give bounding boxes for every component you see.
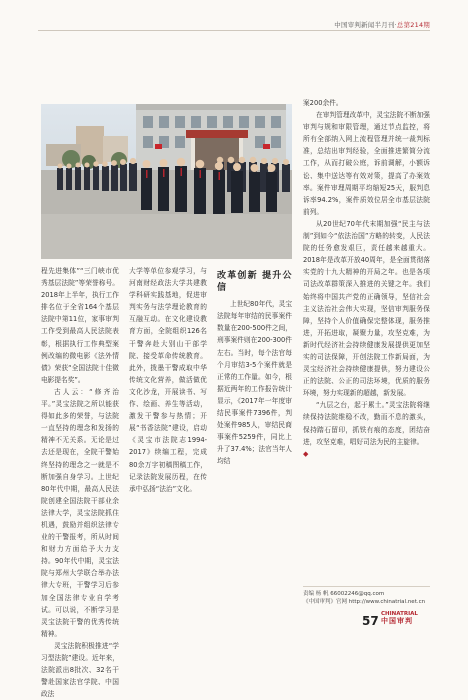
journal-logo xyxy=(381,611,418,625)
text-column-2 xyxy=(129,265,207,495)
editor-line: 责编 杨 帆 66002246@qq.com xyxy=(303,591,385,597)
end-mark-icon: ◆ xyxy=(303,449,309,458)
website-line: 《中国审判》官网 http://www.chinatrial.net.cn xyxy=(303,599,426,605)
text-column-4 xyxy=(303,97,430,460)
paragraph: 在审判管理改革中，灵宝法院不断加强审判与规和审限管理，通过节点监控，将所有全部纳入网上流程管理并统一裁判标准，总结出审判经验，全面推进繁简分流工作，从而打破公庭，诉前调解，小额诉讼、集中送达等有效对策，提高了办案效率。案件审理周期平均缩短25天，服判息诉率94.2%，案件质效位居全市基层法院前列。 xyxy=(303,111,430,216)
paragraph: 灵宝法院积极推进“学习型法院”建设。近年来，法院派出8批次、32名干警赴国家法官学院、中国政法 xyxy=(41,641,119,699)
page-number: 57 xyxy=(362,614,379,628)
paragraph: “九层之台，起于累土。”灵宝法院将继续保持法院维稳不改，勤而不息的激头，保持踏石留印，抓铁有痕的态度，团结奋进，攻坚克难，唱好司法为民的主旋律。 xyxy=(303,401,430,446)
text-column-3 xyxy=(217,265,292,468)
running-header: 中国审判新闻半月刊·总第214期 xyxy=(334,21,430,29)
ceremony-photo-illustration xyxy=(41,104,292,259)
issue-number: 总第214期 xyxy=(396,21,430,29)
paragraph: 从20世纪70年代末期加强“民主与法制”到如今“依法治国”方略的转变，人民法院的任务愈发艰巨，责任越来越重大。2018年是改革开放40周年，是全面贯彻落实党的十九大精神的开局之年。也是各项司法改革群策深入推进的关键之年。我们始终将中国共产党的正确领导，坚信社会主义法治社会伟大实现，坚信审判服务保障，坚持个人价值确保完整体现，服务推进，开拓进取，凝聚力量，攻坚克难，为新时代经济社会持续健康发展提供更加坚实的司法保障，开创法院工作新局面，为灵宝经济社会持续健康提供，努力建设公正的法院、公正的司法环境，优质的服务环境，努力实现新的超越，新发展。 xyxy=(303,219,430,398)
paragraph: 上世纪80年代，灵宝法院每年审结的民事案件数量在200-500件之间，刑事案件则在200-300件左右。当时，每个法官每个月审结3-5个案件就是正常的工作量。如今，根据近两年的工作报告统计显示，《2017年一年度审结民事案件7396件，判处案件985人，审结民商事案件5259件，同比上升了37.4%；法官当年人均结 xyxy=(217,300,293,466)
paragraph: 古人云：“修齐治平。”灵宝法院之所以能获得如此多的荣誉，与法院一直坚持的理念和发扬的精神不无关系。无论是过去还是现在，全院干警始终坚持的理念之一就是不断加强自身学习。上世纪80年代中期，最高人民法院创建全国法院干部业余法律大学，灵宝法院抓住机遇，鼓励并组织法律专业的干警报考，所从时间和财力方面给予大力支持。90年代中期，灵宝法院与郑州大学联合举办法律大专班，干警学习后参加全国法律专业自学考试。可以说，不断学习是灵宝法院干警的优秀传统精神。 xyxy=(41,387,119,638)
logo-cn: 中国审判 xyxy=(381,617,413,625)
section-heading: 改革创新 提升公信 xyxy=(217,271,292,294)
text-column-1 xyxy=(41,265,119,700)
paragraph: 程先进集体”“三门峡市优秀基层法院”等荣誉称号。2018年上半年，执行工作排名位于全省164个基层法院中第11位，家事审判工作受到最高人民法院表彰，根据执行工作典型案例改编的微电影《法外情债》荣获“全国法院十佳微电影提名奖”。 xyxy=(41,267,119,384)
editor-credit xyxy=(303,586,430,606)
header-divider xyxy=(38,30,430,31)
journal-title: 中国审判新闻半月刊 xyxy=(334,21,395,29)
ceremony-photo xyxy=(41,104,292,259)
paragraph: 大学等单位参观学习，与河南财经政法大学共建教学科研实践基地，促进审判实务与法学理论教育的互融互动。在文化建设教育方面，全院组织126名干警奔赴大别山干部学院、接受革命传统教育。此外，拨墨干警成取中华传统文化营养，做活做优文化沙龙，开展读书、写作、绘画、养生等活动，激发干警参与热情；开展“书香法院”建设，启动《灵宝市法院志1994-2017》续编工程，完成80余万字初稿图稿工作，记录法院发展历程，在传承中弘扬“法治”文化。 xyxy=(129,267,207,493)
paragraph: 案200余件。 xyxy=(303,99,343,107)
logo-en: CHINATRIAL xyxy=(381,611,418,617)
